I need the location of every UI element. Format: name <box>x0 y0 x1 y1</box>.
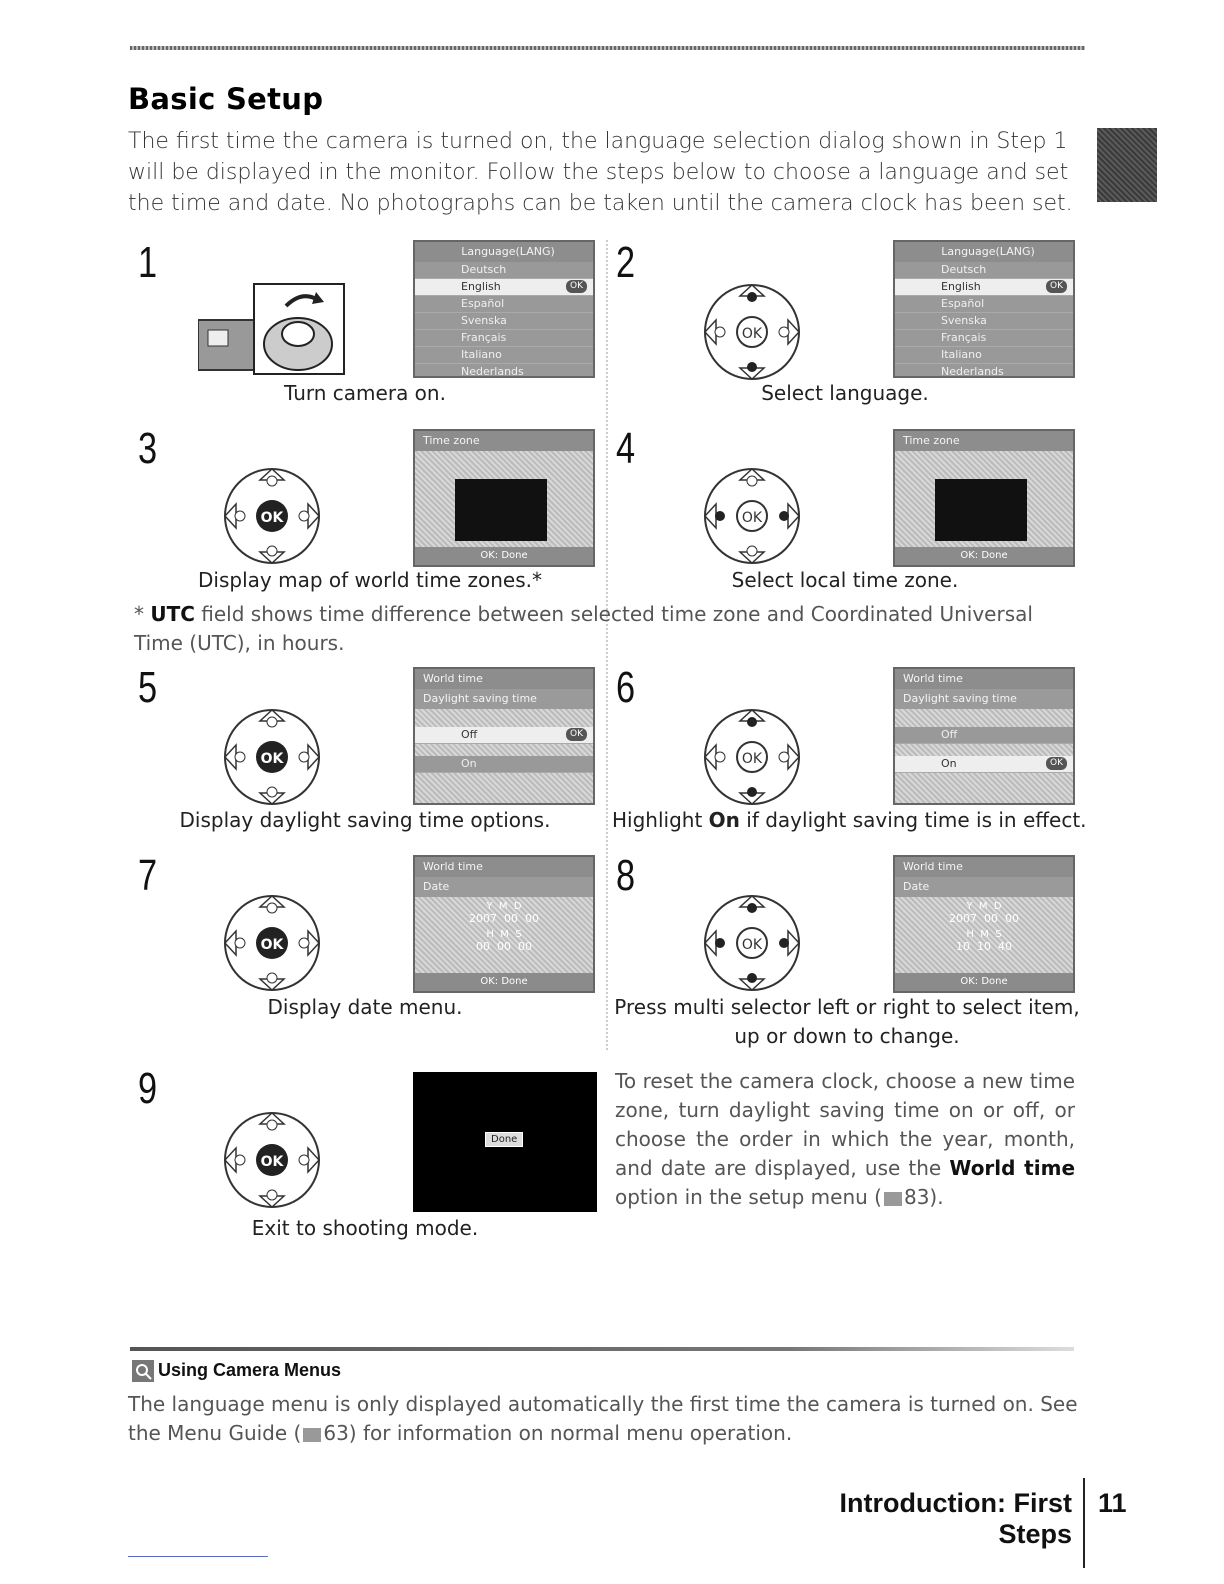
step-caption: Highlight On if daylight saving time is in effect. <box>612 808 1087 832</box>
note-title: Using Camera Menus <box>158 1360 342 1380</box>
dst-on-option: On <box>415 756 593 773</box>
screen-subtitle: Date <box>415 877 593 897</box>
multi-selector-updown-icon <box>702 282 802 382</box>
screen-footer: OK: Done <box>895 547 1073 565</box>
time-labels: H M S <box>486 929 522 940</box>
date-screen <box>413 855 595 993</box>
step-number: 9 <box>138 1064 158 1113</box>
note-rule <box>130 1347 1074 1351</box>
chapter-footer: Introduction: First Steps <box>839 1488 1072 1549</box>
step-caption: Display map of world time zones.* <box>198 568 542 592</box>
ok-label: OK <box>260 510 284 526</box>
step-number: 2 <box>616 238 636 287</box>
screen-title: World time <box>415 669 593 689</box>
multi-selector-updown-icon <box>702 707 802 807</box>
ok-label: OK <box>741 937 763 953</box>
step-caption: Exit to shooting mode. <box>251 1216 479 1240</box>
language-screen <box>413 240 595 378</box>
step-number: 4 <box>616 424 636 473</box>
ok-label: OK <box>741 510 763 526</box>
screen-title: Time zone <box>415 431 593 451</box>
step-caption: Press multi selector left or right to select item, <box>614 995 1080 1019</box>
step-number: 3 <box>138 424 158 473</box>
language-item: Svenska <box>895 313 1073 330</box>
ok-label: OK <box>260 1154 284 1170</box>
screen-footer: OK: Done <box>895 973 1073 991</box>
dst-screen <box>893 667 1075 805</box>
language-item: Español <box>895 296 1073 313</box>
ok-label: OK <box>741 751 763 767</box>
note-body: The language menu is only displayed automatically the first time the camera is turned on. See the Menu Guide ( 63) for information on normal menu operation. <box>128 1392 1078 1445</box>
language-screen <box>893 240 1075 378</box>
language-item: Deutsch <box>415 262 593 279</box>
step-caption: Turn camera on. <box>284 381 446 405</box>
screen-title: World time <box>415 857 593 877</box>
utc-footnote: * UTC field shows time difference between selected time zone and Coordinated Universal Time (UTC), in hours. <box>134 602 1033 655</box>
time-values: 00 00 00 <box>476 940 532 953</box>
step-caption: Display date menu. <box>267 995 463 1019</box>
time-zone-screen <box>893 429 1075 567</box>
screen-title: Time zone <box>895 431 1073 451</box>
time-zone-screen <box>413 429 595 567</box>
note-magnifier-icon <box>132 1360 154 1382</box>
ok-label: OK <box>260 751 284 767</box>
screen-title: World time <box>895 669 1073 689</box>
multi-selector-leftright-icon <box>702 466 802 566</box>
dst-screen <box>413 667 595 805</box>
step-number: 5 <box>138 663 158 712</box>
dst-on-option: On OK <box>895 756 1073 773</box>
language-item: Español <box>415 296 593 313</box>
world-map <box>935 479 1027 541</box>
menu-reference-icon <box>303 1428 321 1442</box>
time-labels: H M S <box>966 929 1002 940</box>
step-number: 7 <box>138 851 158 900</box>
ok-label: OK <box>260 937 284 953</box>
language-item-selected: English OK <box>895 279 1073 296</box>
multi-selector-ok-icon <box>222 707 322 807</box>
screen-footer: OK: Done <box>415 973 593 991</box>
done-label: Done <box>485 1132 523 1147</box>
language-item: Nederlands <box>895 364 1073 378</box>
language-item: Deutsch <box>895 262 1073 279</box>
dst-off-option: Off OK <box>415 727 593 744</box>
camera-power-icon <box>198 282 358 378</box>
menu-reference-icon <box>884 1192 902 1206</box>
time-values: 10 10 40 <box>956 940 1012 953</box>
dst-off-option: Off <box>895 727 1073 744</box>
screen-subtitle: Daylight saving time <box>415 689 593 709</box>
done-screen <box>413 1072 597 1212</box>
step-number: 6 <box>616 663 636 712</box>
step-caption: Select language. <box>761 381 929 405</box>
multi-selector-ok-icon <box>222 893 322 993</box>
language-item: Français <box>895 330 1073 347</box>
reset-clock-note: To reset the camera clock, choose a new time zone, turn daylight saving time on or off, or choose the order in which the year, month, and date are displayed, use the World time option in the setup menu ( 83). <box>615 1069 1076 1209</box>
multi-selector-ok-icon <box>222 1110 322 1210</box>
screen-footer: OK: Done <box>415 547 593 565</box>
step-caption: Display daylight saving time options. <box>179 808 551 832</box>
screen-subtitle: Date <box>895 877 1073 897</box>
world-map <box>455 479 547 541</box>
date-values: 2007 00 00 <box>949 912 1019 925</box>
page-number: 11 <box>1098 1488 1127 1518</box>
date-values: 2007 00 00 <box>469 912 539 925</box>
step-number: 1 <box>138 238 158 287</box>
section-title: Basic Setup <box>128 82 324 116</box>
bottom-rule <box>128 1556 268 1557</box>
date-labels: Y M D <box>486 901 522 912</box>
multi-selector-ok-icon <box>222 466 322 566</box>
language-item: Italiano <box>415 347 593 364</box>
multi-selector-all-icon <box>702 893 802 993</box>
screen-title: Language(LANG) <box>415 242 593 262</box>
ok-label: OK <box>741 326 763 342</box>
language-item: Nederlands <box>415 364 593 378</box>
language-item: Svenska <box>415 313 593 330</box>
screen-title: Language(LANG) <box>895 242 1073 262</box>
screen-title: World time <box>895 857 1073 877</box>
step-number: 8 <box>616 851 636 900</box>
intro-paragraph: The first time the camera is turned on, the language selection dialog shown in Step 1 will be displayed in the monitor. Follow the steps below to choose a language and set the time and date. No photographs can be taken until the camera clock has been set. <box>128 129 1073 216</box>
chapter-tab-icon <box>1097 128 1157 202</box>
step-caption: up or down to change. <box>734 1024 960 1048</box>
language-item: Italiano <box>895 347 1073 364</box>
step-caption: Select local time zone. <box>731 568 959 592</box>
screen-subtitle: Daylight saving time <box>895 689 1073 709</box>
date-screen <box>893 855 1075 993</box>
date-labels: Y M D <box>966 901 1002 912</box>
language-item-selected: English OK <box>415 279 593 296</box>
page-number-divider <box>1083 1478 1085 1568</box>
top-rule <box>130 46 1085 50</box>
language-item: Français <box>415 330 593 347</box>
